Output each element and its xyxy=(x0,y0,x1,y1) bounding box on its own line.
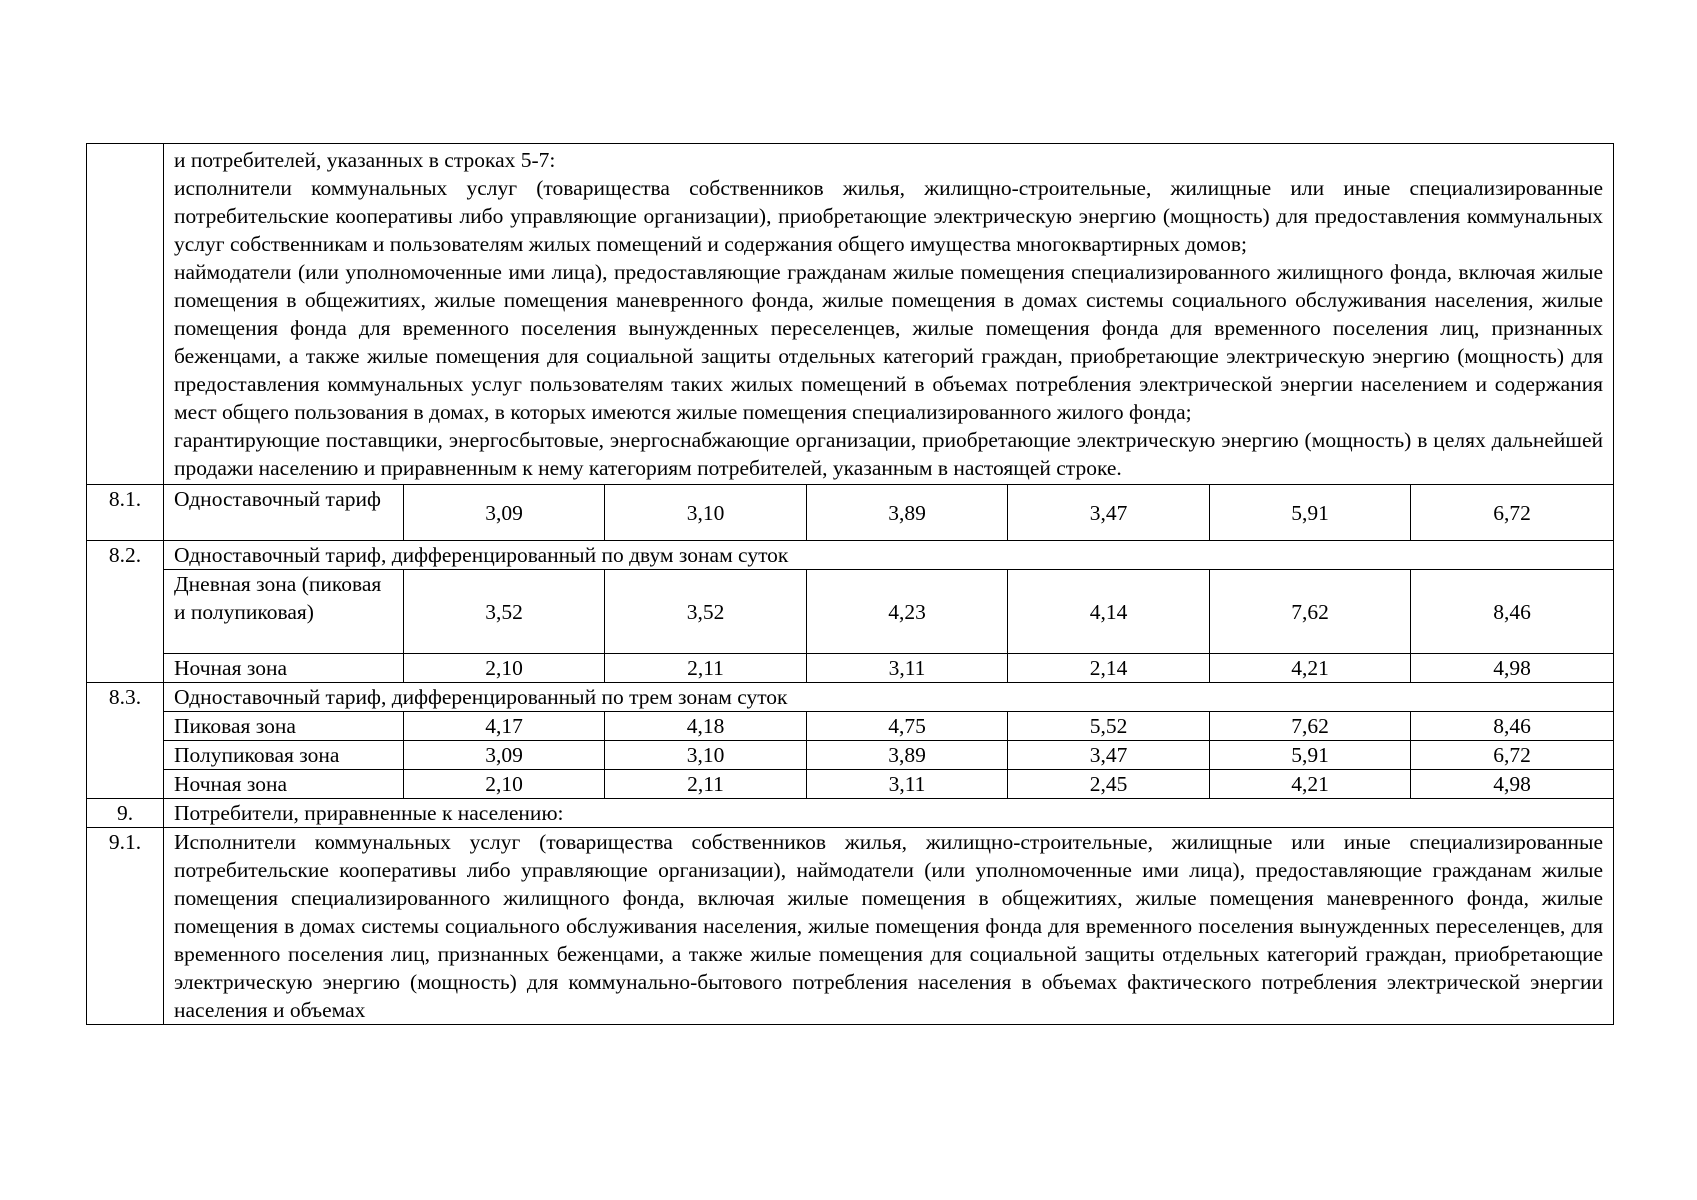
value-cell: 8,46 xyxy=(1411,712,1614,741)
table-row-9 xyxy=(87,799,1614,828)
value-cell: 3,09 xyxy=(404,485,605,541)
row-text xyxy=(164,828,1614,1025)
value-cell: 4,17 xyxy=(404,712,605,741)
tariff-table xyxy=(86,143,1614,1025)
value-cell: 3,47 xyxy=(1008,485,1210,541)
intro-paragraph: исполнители коммунальных услуг (товарищества собственников жилья, жилищно-строительные, жилищные или иные специализированные потребительские кооперативы либо управляющие организации), приобретающие электрическую энергию (мощность) для предоставления коммунальных услуг собственникам и пользователям жилых помещений и содержания общего имущества многоквартирных домов; xyxy=(174,176,1604,256)
table-row-9-1 xyxy=(87,828,1614,1025)
row-number: 9. xyxy=(87,799,164,828)
value-cell: 4,98 xyxy=(1411,654,1614,683)
document-page xyxy=(86,143,1613,1025)
value-cell: 3,47 xyxy=(1008,741,1210,770)
row-number: 8.1. xyxy=(87,485,164,541)
value-cell: 4,75 xyxy=(807,712,1008,741)
value-cell: 6,72 xyxy=(1411,485,1614,541)
table-row-8-3-peak xyxy=(87,712,1614,741)
value-cell: 5,91 xyxy=(1210,741,1411,770)
value-cell: 4,21 xyxy=(1210,654,1411,683)
intro-paragraph: гарантирующие поставщики, энергосбытовые, энергоснабжающие организации, приобретающие электрическую энергию (мощность) в целях дальнейшей продажи населению и приравненным к нему категориям потребителей, указанным в настоящей строке. xyxy=(174,428,1604,480)
value-cell: 2,14 xyxy=(1008,654,1210,683)
value-cell: 3,89 xyxy=(807,485,1008,541)
table-row-8-1 xyxy=(87,485,1614,541)
value-cell: 2,11 xyxy=(605,770,807,799)
row-number-empty xyxy=(87,144,164,485)
section-title: Одноставочный тариф, дифференцированный по двум зонам суток xyxy=(164,541,1614,570)
row-label: Одноставочный тариф xyxy=(164,485,404,541)
value-cell: 7,62 xyxy=(1210,712,1411,741)
table-row-8-3-title xyxy=(87,683,1614,712)
value-cell: 3,52 xyxy=(605,570,807,654)
value-cell: 4,21 xyxy=(1210,770,1411,799)
table-row-8-3-night xyxy=(87,770,1614,799)
row-label: Ночная зона xyxy=(164,654,404,683)
intro-paragraph: и потребителей, указанных в строках 5-7: xyxy=(174,148,556,172)
table-row-8-3-semi xyxy=(87,741,1614,770)
value-cell: 3,10 xyxy=(605,741,807,770)
row-label: Пиковая зона xyxy=(164,712,404,741)
intro-paragraph: наймодатели (или уполномоченные ими лица), предоставляющие гражданам жилые помещения специализированного жилищного фонда, включая жилые помещения в общежитиях, жилые помещения маневренного фонда, жилые помещения в домах системы социального обслуживания населения, жилые помещения фонда для временного поселения вынужденных переселенцев, жилые помещения фонда для временного поселения лиц, признанных беженцами, а также жилые помещения для социальной защиты отдельных категорий граждан, приобретающие электрическую энергию (мощность) для предоставления коммунальных услуг пользователям таких жилых помещений в объемах потребления электрической энергии населением и содержания мест общего пользования в домах, в которых имеются жилые помещения специализированного жилого фонда; xyxy=(174,260,1604,424)
value-cell: 3,89 xyxy=(807,741,1008,770)
value-cell: 3,10 xyxy=(605,485,807,541)
value-cell: 7,62 xyxy=(1210,570,1411,654)
row-paragraph: Исполнители коммунальных услуг (товарищества собственников жилья, жилищно-строительные, жилищные или иные специализированные потребительские кооперативы либо управляющие организации), наймодатели (или уполномоченные ими лица), предоставляющие гражданам жилые помещения специализированного жилищного фонда, включая жилые помещения в общежитиях, жилые помещения маневренного фонда, жилые помещения в домах системы социального обслуживания населения, жилые помещения фонда для временного поселения вынужденных переселенцев, для временного поселения лиц, признанных беженцами, а также жилые помещения для социальной защиты отдельных категорий граждан, приобретающие электрическую энергию (мощность) для коммунально-бытового потребления населения в объемах фактического потребления электрической энергии населения и объемах xyxy=(174,830,1604,1022)
table-row-8-2-title xyxy=(87,541,1614,570)
value-cell: 4,23 xyxy=(807,570,1008,654)
value-cell: 8,46 xyxy=(1411,570,1614,654)
row-number: 8.3. xyxy=(87,683,164,799)
value-cell: 4,18 xyxy=(605,712,807,741)
table-row-8-2-night xyxy=(87,654,1614,683)
value-cell: 2,11 xyxy=(605,654,807,683)
row-label: Ночная зона xyxy=(164,770,404,799)
value-cell: 4,98 xyxy=(1411,770,1614,799)
value-cell: 3,11 xyxy=(807,770,1008,799)
value-cell: 3,11 xyxy=(807,654,1008,683)
row-label: Дневная зона (пиковая и полупиковая) xyxy=(164,570,404,654)
section-title: Потребители, приравненные к населению: xyxy=(164,799,1614,828)
value-cell: 6,72 xyxy=(1411,741,1614,770)
row-number: 9.1. xyxy=(87,828,164,1025)
value-cell: 5,52 xyxy=(1008,712,1210,741)
section-title: Одноставочный тариф, дифференцированный по трем зонам суток xyxy=(164,683,1614,712)
intro-cell xyxy=(164,144,1614,485)
row-number: 8.2. xyxy=(87,541,164,683)
value-cell: 3,52 xyxy=(404,570,605,654)
value-cell: 3,09 xyxy=(404,741,605,770)
value-cell: 4,14 xyxy=(1008,570,1210,654)
value-cell: 5,91 xyxy=(1210,485,1411,541)
table-row-8-2-day xyxy=(87,570,1614,654)
row-label: Полупиковая зона xyxy=(164,741,404,770)
table-row-intro xyxy=(87,144,1614,485)
value-cell: 2,10 xyxy=(404,770,605,799)
value-cell: 2,45 xyxy=(1008,770,1210,799)
value-cell: 2,10 xyxy=(404,654,605,683)
